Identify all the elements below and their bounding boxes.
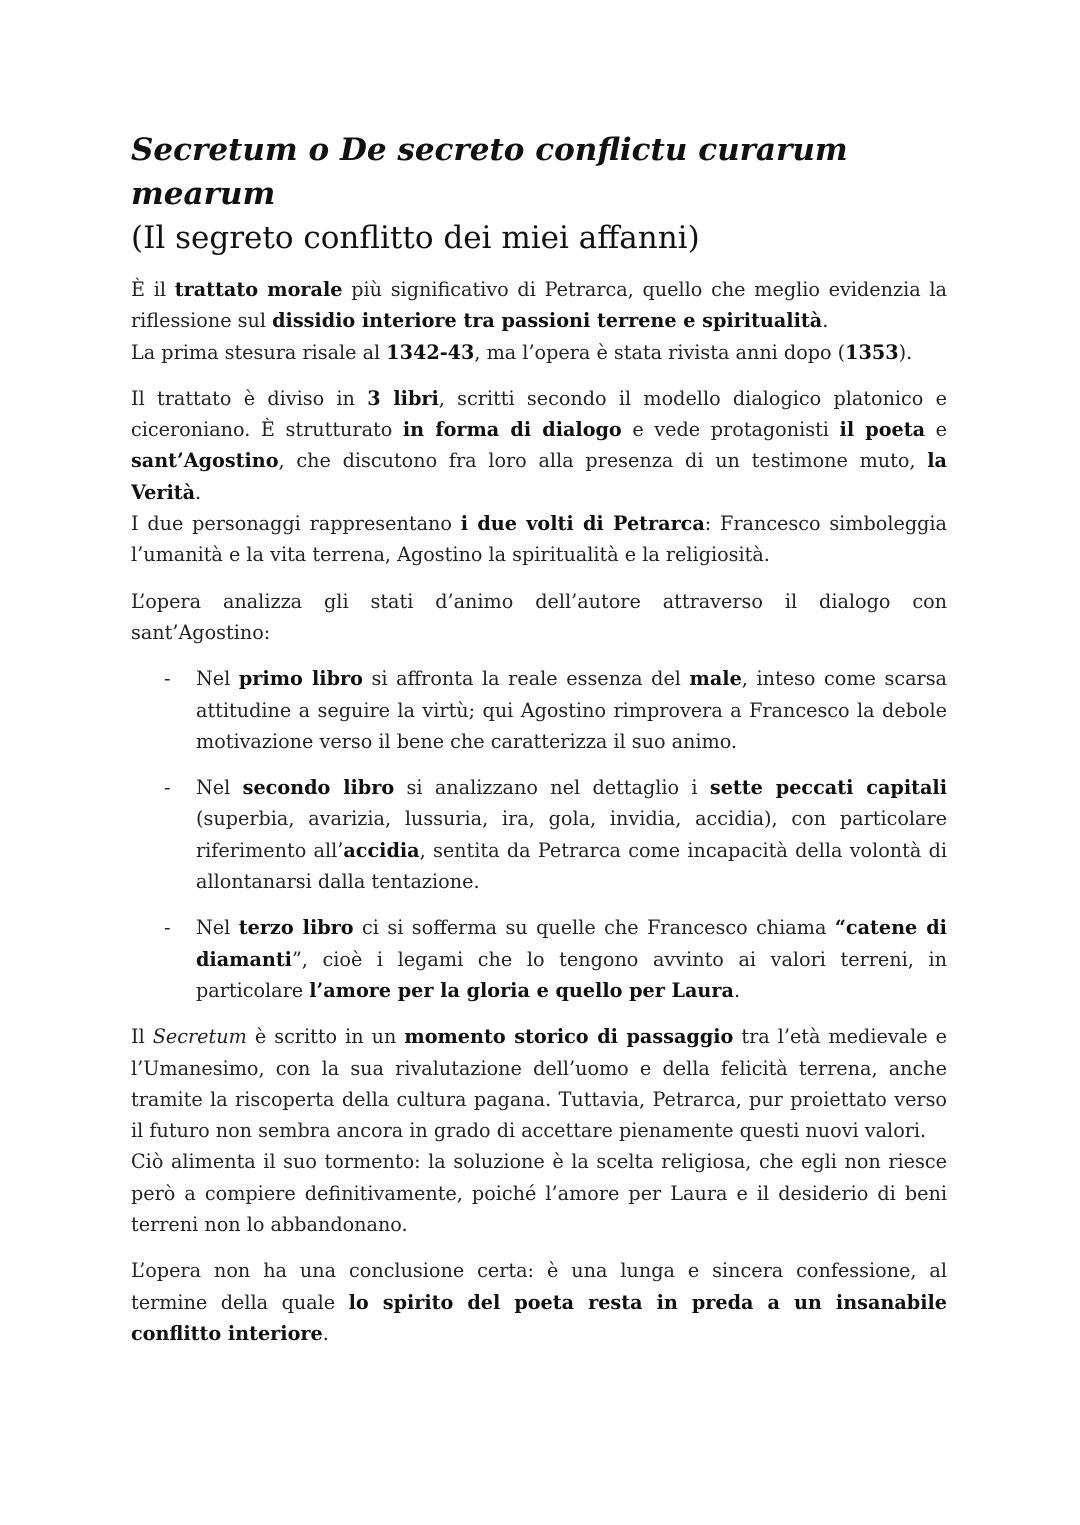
text-run: ). bbox=[898, 340, 913, 364]
text-run: , inteso come scarsa attitudine a seguire la virtù; qui Agostino rimprovera a Francesco la debole motivazione verso il bene che caratterizza il suo animo. bbox=[196, 667, 947, 753]
emphasis: accidia bbox=[343, 838, 420, 862]
paragraph-structure bbox=[131, 383, 947, 571]
emphasis: secondo libro bbox=[242, 776, 395, 800]
text-run: È il bbox=[131, 278, 175, 301]
text-run: I due personaggi rappresentano bbox=[131, 512, 461, 536]
text-run: tra l’età medievale e l’Umanesimo, con la sua rivalutazione dell’uomo e della felicità terrena, anche tramite la riscoperta della cultura pagana. Tuttavia, Petrarca, pur proiettato verso il futuro non sembra ancora in grado di accettare pienamente questi nuovi valori. bbox=[131, 1025, 947, 1143]
emphasis: lo spirito del poeta resta in preda a un insanabile conflitto interiore bbox=[131, 1290, 947, 1345]
text-run: L’opera non ha una conclusione certa: è una lunga e sincera confessione, al termine della quale bbox=[131, 1259, 947, 1314]
emphasis: l’amore per la gloria e quello per Laura bbox=[309, 978, 734, 1002]
text-run: : Francesco simboleggia l’umanità e la vita terrena, Agostino la spiritualità e la religiosità. bbox=[131, 512, 947, 567]
emphasis: trattato morale bbox=[174, 278, 343, 301]
document-subtitle: (Il segreto conflitto dei miei affanni) bbox=[131, 220, 700, 256]
emphasis: 1342-43 bbox=[386, 340, 475, 364]
text-run: Nel bbox=[196, 916, 239, 940]
emphasis: “catene di diamanti bbox=[196, 916, 947, 971]
text-run: . bbox=[195, 480, 202, 504]
text-run: , sentita da Petrarca come incapacità della volontà di allontanarsi dalla tentazione. bbox=[196, 838, 948, 894]
document-page bbox=[131, 128, 947, 1364]
paragraph-analysis-intro: L’opera analizza gli stati d’animo dell’autore attraverso il dialogo con sant’Agostino: bbox=[131, 589, 947, 644]
paragraph-conclusion bbox=[131, 1255, 947, 1349]
bullet-dash: - bbox=[164, 667, 171, 691]
text-run: , ma l’opera è stata rivista anni dopo ( bbox=[474, 340, 846, 364]
emphasis: terzo libro bbox=[238, 916, 354, 940]
list-item-book-2 bbox=[131, 772, 947, 897]
emphasis: la Verità bbox=[131, 449, 947, 504]
emphasis: momento storico di passaggio bbox=[404, 1025, 734, 1049]
emphasis: in forma di dialogo bbox=[402, 418, 622, 442]
document-title: Secretum o De secreto conflictu curarum mearum bbox=[131, 132, 848, 212]
bullet-dash: - bbox=[164, 776, 171, 800]
text-run: Nel bbox=[196, 667, 239, 691]
text-run: Nel bbox=[196, 776, 243, 800]
text-run: e bbox=[925, 418, 947, 442]
text-run: (superbia, avarizia, lussuria, ira, gola, invidia, accidia), con particolare riferimento all’ bbox=[196, 807, 947, 862]
list-item-book-1 bbox=[131, 663, 947, 757]
text-run: , che discutono fra loro alla presenza di un testimone muto, bbox=[278, 449, 928, 473]
text-run: Il bbox=[131, 1025, 153, 1049]
text-run: . bbox=[322, 1321, 329, 1345]
list-item-book-3 bbox=[131, 912, 947, 1006]
emphasis: primo libro bbox=[238, 667, 363, 691]
emphasis: 3 libri bbox=[367, 386, 439, 410]
emphasis: male bbox=[689, 667, 742, 691]
books-list bbox=[131, 663, 947, 1006]
emphasis: i due volti di Petrarca bbox=[460, 512, 705, 536]
text-run: si affronta la reale essenza del bbox=[362, 667, 690, 691]
text-run: Il trattato è diviso in bbox=[131, 386, 368, 410]
text-run: più significativo di Petrarca, quello che meglio evidenzia la riflessione sul bbox=[131, 278, 947, 333]
text-run: ci si sofferma su quelle che Francesco chiama bbox=[353, 916, 835, 940]
text-run: Ciò alimenta il suo tormento: la soluzione è la scelta religiosa, che egli non riesce però a compiere definitivamente, poiché l’amore per Laura e il desiderio di beni terreni non lo abbandonano. bbox=[131, 1150, 947, 1237]
text-run: e vede protagonisti bbox=[621, 418, 840, 442]
italic-title: Secretum bbox=[152, 1025, 247, 1049]
emphasis: 1353 bbox=[845, 340, 899, 364]
text-run: si analizzano nel dettaglio i bbox=[394, 776, 710, 800]
text-run: è scritto in un bbox=[246, 1025, 405, 1049]
text-run: ”, cioè i legami che lo tengono avvinto ai valori terreni, in particolare bbox=[196, 947, 947, 1002]
emphasis: sant’Agostino bbox=[131, 449, 279, 473]
bullet-dash: - bbox=[164, 916, 171, 940]
emphasis: dissidio interiore tra passioni terrene e spiritualità bbox=[272, 309, 823, 333]
paragraph-intro bbox=[131, 274, 947, 368]
text-run: , scritti secondo il modello dialogico platonico e ciceroniano. È strutturato bbox=[131, 386, 947, 442]
text-run: . bbox=[822, 309, 829, 333]
text-run: . bbox=[733, 978, 741, 1002]
paragraph-historical-context bbox=[131, 1021, 947, 1240]
emphasis: sette peccati capitali bbox=[709, 776, 947, 800]
text-run: La prima stesura risale al bbox=[131, 340, 387, 364]
emphasis: il poeta bbox=[839, 418, 926, 442]
